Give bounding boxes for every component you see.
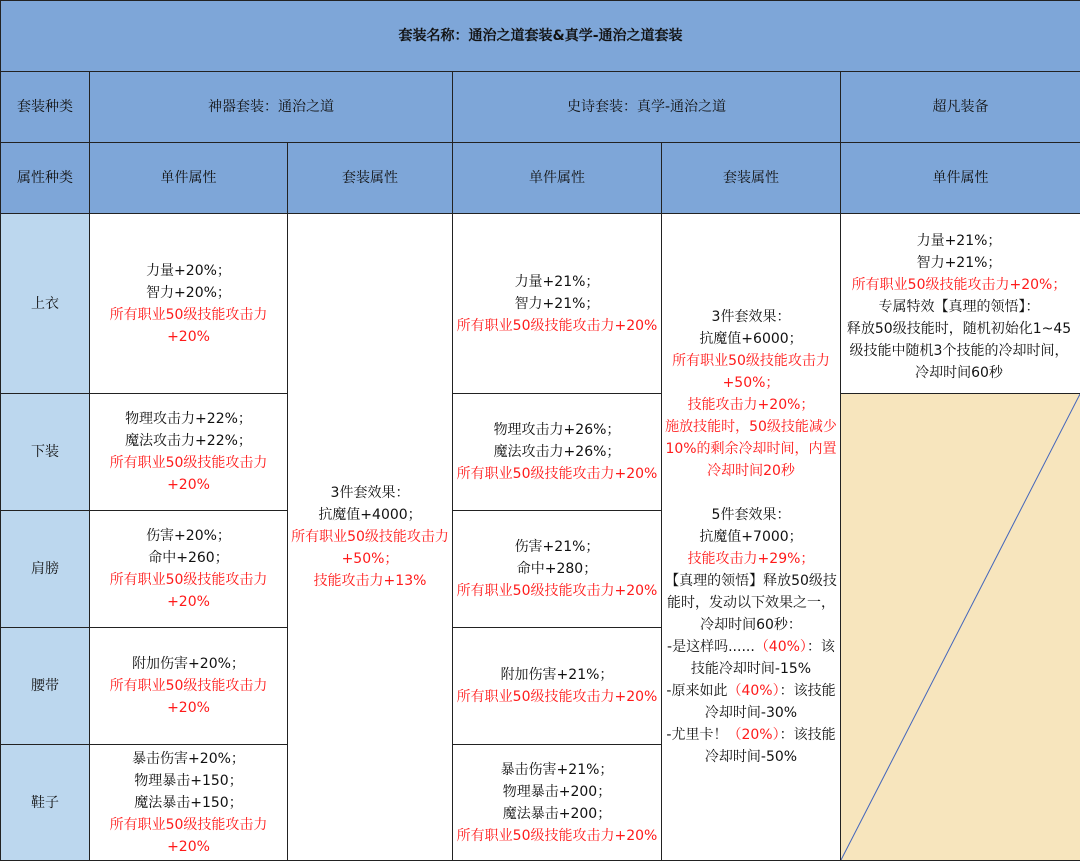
epic-single-cell [453,745,662,861]
attr-line: 物理攻击力+26%； [493,422,621,438]
attr-red-line: 所有职业50级技能攻击力+20%； [851,276,1067,293]
attr-line: 专属特效【真理的领悟】： [878,298,1040,315]
attr-red-line: 所有职业50级技能攻击力+20% [456,827,658,844]
attr-line: 物理暴击+200； [502,783,612,800]
attr-red-line: 所有职业50级技能攻击力+20% [109,678,268,716]
set-bonus-option [662,680,840,724]
attr-line: 附加伤害+21%； [500,667,614,683]
attr-line: 暴击伤害+20%； [132,750,245,767]
attr-line: 力量+21%； [916,232,1002,249]
set-bonus-heading: 3件套效果： [330,485,410,501]
attr-line: 命中+280； [516,561,598,577]
artifact-single-cell [90,745,288,861]
attr-red-line: 所有职业50级技能攻击力+20% [456,583,658,599]
option-name: -是这样吗...... [667,639,755,655]
slot-label: 肩膀 [1,511,90,628]
epic-single-cell [453,394,662,511]
epic-single-cell [453,214,662,394]
epic-set-header: 史诗套装：真学-通治之道 [453,72,841,143]
attr-red-line: 所有职业50级技能攻击力+20% [109,455,268,493]
option-chance: （40%） [727,683,780,699]
attr-line: 伤害+20%； [146,528,231,544]
option-name: -原来如此 [666,683,728,699]
epic-single-cell [453,511,662,628]
epic-set-attr-header: 套装属性 [662,143,841,214]
legendary-empty-cell [841,394,1080,861]
attr-line: 物理暴击+150； [134,772,243,789]
attr-red-line: 所有职业50级技能攻击力+20% [456,689,658,705]
artifact-single-cell [90,511,288,628]
slot-label: 上衣 [1,214,90,394]
option-effect: ：该技能冷却时间-50% [704,727,836,765]
set-bonus-heading: 5件套效果： [711,507,791,523]
set-bonus-red-line: 技能攻击力+29%； [687,551,815,567]
epic-single-attr-header: 单件属性 [453,143,662,214]
artifact-set-header: 神器套装：通治之道 [90,72,453,143]
legendary-header: 超凡装备 [841,72,1080,143]
artifact-set-bonus-cell [288,214,453,861]
epic-single-cell [453,628,662,745]
option-name: -尤里卡！ [666,727,728,743]
attr-line: 伤害+21%； [514,539,600,555]
set-bonus-line: 抗魔值+4000； [318,507,422,523]
epic-set-bonus-cell [662,214,841,861]
slot-label: 鞋子 [1,745,90,861]
spacer [662,482,840,504]
set-bonus-line: 抗魔值+7000； [699,529,803,545]
attr-line: 释放50级技能时，随机初始化1~45级技能中随机3个技能的冷却时间，冷却时间60秒 [846,320,1072,381]
attr-line: 命中+260； [148,550,229,566]
artifact-single-cell [90,394,288,511]
option-effect: ：该技能冷却时间-15% [690,639,835,677]
legendary-single-cell [841,214,1080,394]
attr-line: 智力+20%； [146,284,231,301]
legendary-single-attr-header: 单件属性 [841,143,1080,214]
set-bonus-red-line: 所有职业50级技能攻击力+50%； [672,353,830,391]
set-bonus-red-line: 施放技能时，50级技能减少10%的剩余冷却时间，内置冷却时间20秒 [665,419,837,479]
slot-label: 下装 [1,394,90,511]
attr-red-line: 所有职业50级技能攻击力+20% [109,572,268,610]
option-effect: ：该技能冷却时间-30% [704,683,836,721]
attr-line: 魔法攻击力+26%； [493,444,621,460]
attr-red-line: 所有职业50级技能攻击力+20% [109,306,268,345]
attr-line: 魔法攻击力+22%； [125,433,252,449]
attr-line: 智力+21%； [916,254,1002,271]
option-chance: （20%） [727,727,780,743]
attr-line: 力量+20%； [146,262,231,279]
set-bonus-red-line: 技能攻击力+13% [313,573,427,589]
attr-line: 力量+21%； [514,273,600,290]
set-bonus-option [662,636,840,680]
attr-type-label: 属性种类 [1,143,90,214]
attr-line: 物理攻击力+22%； [125,411,252,427]
set-type-label: 套装种类 [1,72,90,143]
artifact-set-attr-header: 套装属性 [288,143,453,214]
attr-line: 暴击伤害+21%； [500,761,614,778]
option-chance: （40%） [754,639,807,655]
artifact-single-cell [90,628,288,745]
attr-red-line: 所有职业50级技能攻击力+20% [456,466,658,482]
set-bonus-line: 抗魔值+6000； [699,331,803,347]
diagonal-line [841,394,1080,860]
table-title: 套装名称：通治之道套装&真学-通治之道套装 [1,1,1080,72]
attr-red-line: 所有职业50级技能攻击力+20% [456,317,658,334]
attr-line: 智力+21%； [514,295,600,312]
attr-red-line: 所有职业50级技能攻击力+20% [109,816,268,855]
attr-line: 魔法暴击+200； [502,805,612,822]
artifact-single-cell [90,214,288,394]
set-bonus-red-line: 技能攻击力+20%； [687,397,815,413]
slot-label: 腰带 [1,628,90,745]
artifact-single-attr-header: 单件属性 [90,143,288,214]
set-bonus-heading: 3件套效果： [711,309,791,325]
attr-line: 魔法暴击+150； [134,794,243,811]
set-bonus-option [662,724,840,768]
set-bonus-desc: 【真理的领悟】释放50级技能时，发动以下效果之一，冷却时间60秒： [665,573,837,633]
attr-line: 附加伤害+20%； [132,656,245,672]
set-bonus-red-line: 所有职业50级技能攻击力+50%； [291,529,449,567]
